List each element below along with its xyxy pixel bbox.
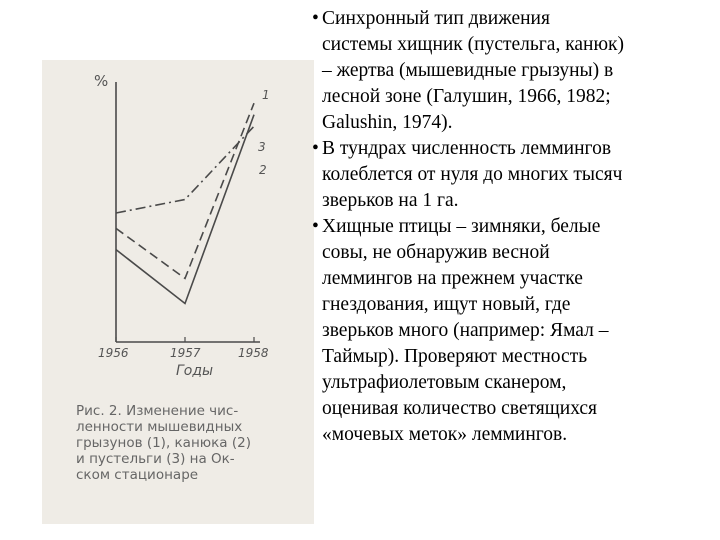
bullet-item-synchronous	[312, 6, 712, 136]
curve-label-2: 2	[259, 163, 267, 177]
bullet-mark: •	[312, 216, 319, 237]
x-tick-1956: 1956	[98, 346, 129, 360]
bullet-item-tundra	[312, 136, 712, 214]
curve-label-3: 3	[258, 140, 266, 154]
bullet-text: Хищные птицы – зимняки, белые совы, не обнаружив весной леммингов на прежнем участке гнездования, ищут новый, где зверьков много (например: Ямал – Таймыр). Проверяют местность ультрафиолетовым сканером, оценивая количество светящихся «мочевых меток» леммингов.	[322, 216, 609, 445]
bullet-mark: •	[312, 8, 319, 29]
bullet-list	[312, 6, 712, 448]
curve-label-1: 1	[262, 88, 270, 102]
scanned-figure	[42, 60, 314, 524]
figure-caption: Рис. 2. Изменение чис- ленности мышевидных грызунов (1), канюка (2) и пустельги (3) на Ок- ском стационаре	[76, 403, 251, 483]
series-line-3	[116, 103, 254, 278]
x-tick-1957: 1957	[170, 346, 201, 360]
bullet-text: Синхронный тип движения системы хищник (пустельга, канюк) – жертва (мышевидные грызуны) в лесной зоне (Галушин, 1966, 1982; Galushin, 1974).	[322, 8, 625, 133]
bullet-mark: •	[312, 138, 319, 159]
bullet-item-raptors	[312, 214, 712, 448]
y-axis-label: %	[94, 72, 109, 90]
bullet-text: В тундрах численность леммингов колеблется от нуля до многих тысяч зверьков на 1 га.	[322, 138, 623, 211]
x-tick-1958: 1958	[238, 346, 269, 360]
x-axis-title: Годы	[176, 363, 214, 379]
